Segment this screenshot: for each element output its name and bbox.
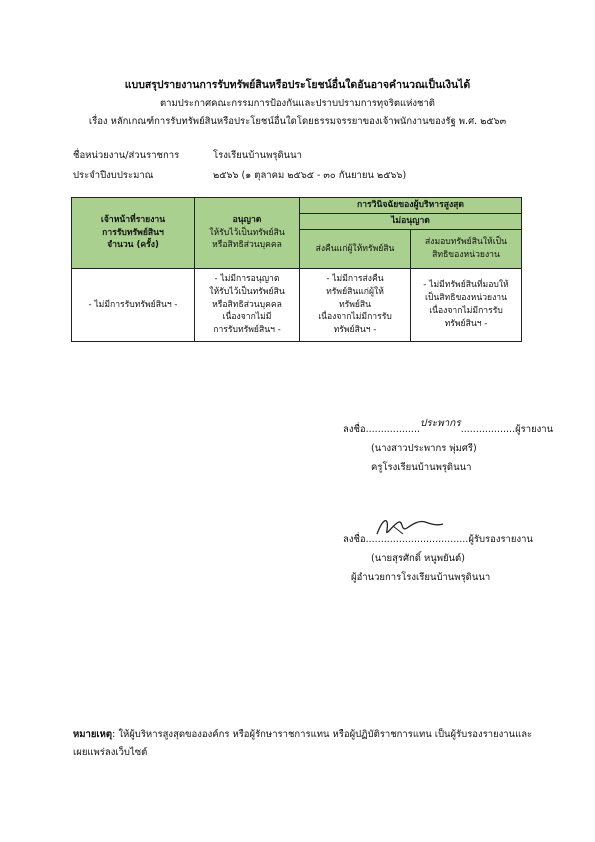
cell-line: เนื่องจากไม่มี <box>222 312 272 323</box>
table-row <box>72 269 522 342</box>
header-transfer-line: ส่งมอบทรัพย์สินให้เป็น <box>425 237 507 248</box>
note-label: หมายเหตุ <box>73 729 113 740</box>
announcement-line: ตามประกาศคณะกรรมการป้องกันและปราบปรามการทุจริตแห่งชาติ <box>160 98 435 109</box>
document-title: แบบสรุปรายงานการรับทรัพย์สินหรือประโยชน์อื่นใดอันอาจคำนวณเป็นเงินได้ <box>124 79 471 91</box>
note <box>73 726 533 762</box>
cell-line: - ไม่มีการส่งคืน <box>326 273 384 284</box>
signature: ประพากร <box>419 418 461 429</box>
cell-line: การรับทรัพย์สินฯ - <box>213 325 281 336</box>
fiscal-year-label: ประจำปีงบประมาณ <box>73 170 154 181</box>
cell-line: เป็นสิทธิของหน่วยงาน <box>425 293 507 304</box>
cell-line: ทรัพย์สิน <box>338 299 372 310</box>
sign-suffix: ผู้รายงาน <box>515 424 554 435</box>
director-sign-line <box>343 532 533 547</box>
note-text: : ให้ผู้บริหารสูงสุดขององค์กร หรือผู้รักษาราชการแทน หรือผู้ปฏิบัติราชการแทน เป็นผู้รับรองรายงานและเผยแพร่ลงเว็บไซต์ <box>73 729 533 759</box>
header-allowed-sub: ให้รับไว้เป็นทรัพย์สิน <box>209 227 285 238</box>
header-transfer <box>411 230 522 269</box>
reporter-sign-line <box>343 418 554 437</box>
cell-line: ทรัพย์สินฯ - <box>333 325 377 336</box>
header-allowed-title: อนุญาต <box>232 214 262 225</box>
sign-prefix: ลงชื่อ <box>343 534 366 545</box>
cell-return <box>300 269 411 342</box>
header-reporter-line: เจ้าหน้าที่รายงาน <box>100 214 166 225</box>
header-reporter-line: จำนวน (ครั้ง) <box>107 240 159 251</box>
cell-line: - ไม่มีการอนุญาต <box>214 273 280 284</box>
director-name: (นายสุรศักดิ์ หนูพยันต์) <box>371 553 465 564</box>
header-reporter-line: การรับทรัพย์สินฯ <box>102 227 164 238</box>
header-allowed <box>195 198 300 269</box>
cell-line: หรือสิทธิส่วนบุคคล <box>212 299 282 310</box>
reporter-name: (นางสาวประพากร พุ่มศรี) <box>371 443 477 454</box>
header-allowed-sub: หรือสิทธิส่วนบุคคล <box>212 240 282 251</box>
subject-line: เรื่อง หลักเกณฑ์การรับทรัพย์สินหรือประโยชน์อื่นใดโดยธรรมจรรยาของเจ้าพนักงานของรัฐ พ.ศ. ๒๕๖๓ <box>88 116 507 127</box>
reporter-position: ครูโรงเรียนบ้านพรุดินนา <box>371 462 472 473</box>
fiscal-year-value: ๒๕๖๖ (๑ ตุลาคม ๒๕๖๕ - ๓๐ กันยายน ๒๕๖๖) <box>213 170 407 181</box>
header-reporter <box>72 198 195 269</box>
unit-value: โรงเรียนบ้านพรุดินนา <box>213 150 302 161</box>
cell-transfer <box>411 269 522 342</box>
sign-prefix: ลงชื่อ <box>343 424 366 435</box>
header-transfer-line: สิทธิของหน่วยงาน <box>432 250 500 260</box>
unit-label: ชื่อหน่วยงาน/ส่วนราชการ <box>73 150 180 161</box>
cell-line: เนื่องจากไม่มีการรับ <box>318 312 392 323</box>
report-table <box>71 197 522 342</box>
sign-dots: .................. <box>365 424 420 435</box>
sign-suffix: ผู้รับรองรายงาน <box>468 534 533 545</box>
director-position: ผู้อำนวยการโรงเรียนบ้านพรุดินนา <box>351 572 491 583</box>
cell-line: ทรัพย์สินฯ - <box>444 318 488 329</box>
header-return: ส่งคืนแก่ผู้ให้ทรัพย์สิน <box>300 230 411 269</box>
sign-dots: .................. <box>460 424 516 435</box>
header-not-allowed: ไม่อนุญาต <box>300 214 522 230</box>
cell-line: - ไม่มีทรัพย์สินที่มอบให้ <box>423 280 509 291</box>
sign-dots: .................................. <box>365 534 469 545</box>
cell-allowed <box>195 269 300 342</box>
header-decision: การวินิจฉัยของผู้บริหารสูงสุด <box>300 198 522 214</box>
cell-reporter: - ไม่มีการรับทรัพย์สินฯ - <box>72 269 195 342</box>
cell-line: ทรัพย์สินแก่ผู้ให้ <box>326 286 384 297</box>
cell-line: ให้รับไว้เป็นทรัพย์สิน <box>209 286 285 297</box>
cell-line: เนื่องจากไม่มีการรับ <box>429 306 503 316</box>
